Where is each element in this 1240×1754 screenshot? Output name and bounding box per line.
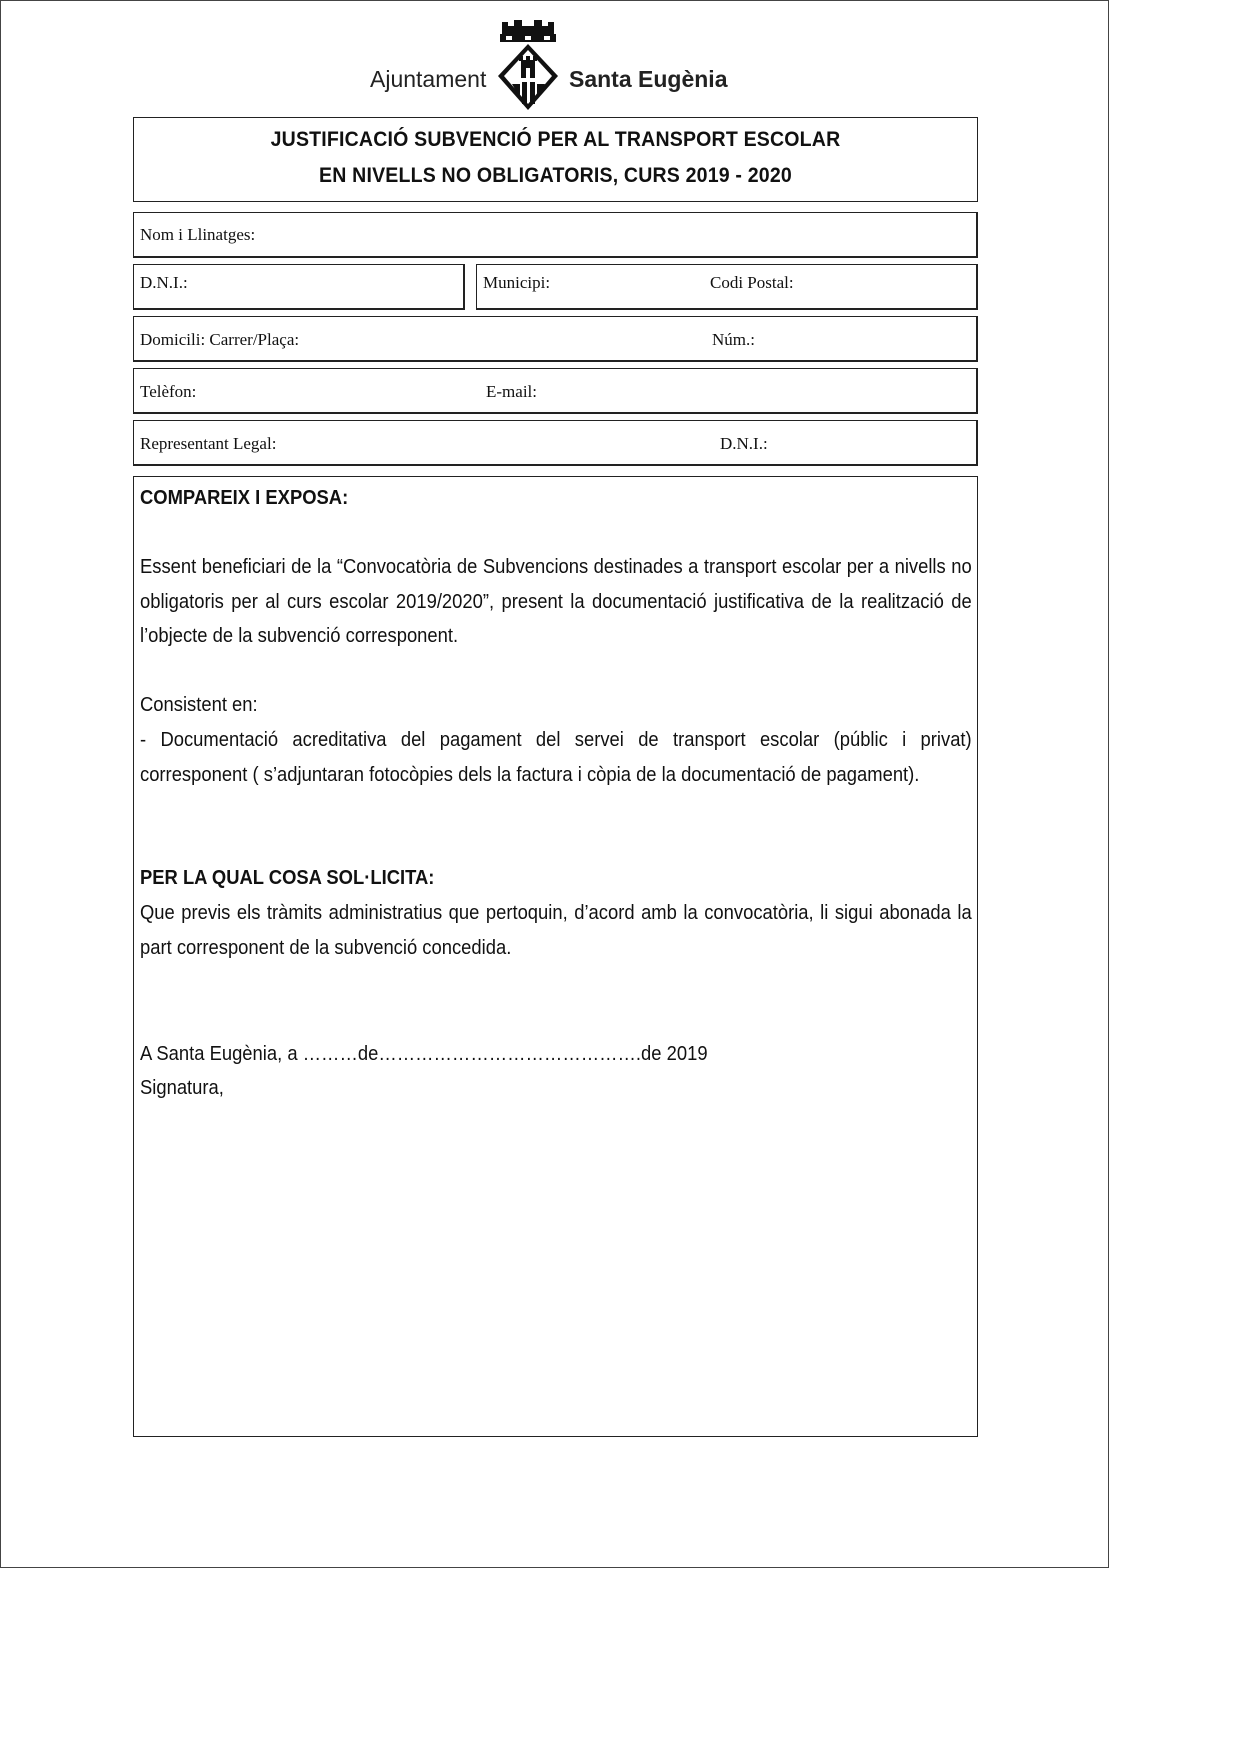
consistent-label: Consistent en:	[140, 694, 258, 716]
codi-postal-label: Codi Postal:	[710, 273, 794, 292]
title-box	[133, 117, 978, 202]
body-box	[133, 476, 978, 1437]
municipi-label: Municipi:	[483, 273, 551, 292]
dni-label: D.N.I.:	[140, 273, 188, 292]
org-name-right: Santa Eugènia	[569, 66, 728, 92]
email-label: E-mail:	[486, 382, 537, 401]
nom-field[interactable]	[133, 212, 978, 258]
date-line[interactable]: A Santa Eugènia, a ………de…………………………………….de 2019	[140, 1043, 708, 1065]
title-line-2: EN NIVELLS NO OBLIGATORIS, CURS 2019 - 2020	[319, 164, 792, 187]
heading-compareix	[140, 481, 905, 516]
telefon-label: Telèfon:	[140, 382, 197, 401]
telefon-field[interactable]	[133, 368, 978, 414]
representant-dni-label: D.N.I.:	[720, 434, 768, 453]
signature-area[interactable]	[140, 1117, 970, 1417]
heading-sollicita	[140, 861, 905, 896]
title-line-1: JUSTIFICACIÓ SUBVENCIÓ PER AL TRANSPORT ESCOLAR	[270, 128, 841, 151]
nom-label: Nom i Llinatges:	[140, 225, 256, 244]
representant-label: Representant Legal:	[140, 434, 277, 453]
coat-of-arms-icon	[494, 16, 562, 112]
org-name-left: Ajuntament	[370, 66, 487, 92]
representant-field[interactable]	[133, 420, 978, 466]
domicili-label: Domicili: Carrer/Plaça:	[140, 330, 300, 349]
documentation-item: - Documentació acreditativa del pagament del servei de transport escolar (públic i privat) corresponent ( s’adjuntaran fotocòpies dels la factura i còpia de la documentació de pagament).	[140, 729, 972, 786]
heading-compareix-text: COMPAREIX I EXPOSA:	[140, 487, 349, 509]
request-paragraph: Que previs els tràmits administratius que pertoquin, d’acord amb la convocatòria, li sigui abonada la part corresponent de la subvenció concedida.	[140, 902, 972, 959]
exposition-paragraph: Essent beneficiari de la “Convocatòria de Subvencions destinades a transport escolar per a nivells no obligatoris per al curs escolar 2019/2020”, present la documentació justificativa de la realització de l’objecte de la subvenció corresponent.	[140, 556, 972, 647]
municipi-field[interactable]	[476, 264, 978, 310]
dni-field[interactable]	[133, 264, 465, 310]
heading-sollicita-text: PER LA QUAL COSA SOL·LICITA:	[140, 867, 435, 889]
num-label: Núm.:	[712, 330, 755, 349]
signature-label: Signatura,	[140, 1077, 224, 1099]
domicili-field[interactable]	[133, 316, 978, 362]
letterhead	[360, 16, 740, 114]
